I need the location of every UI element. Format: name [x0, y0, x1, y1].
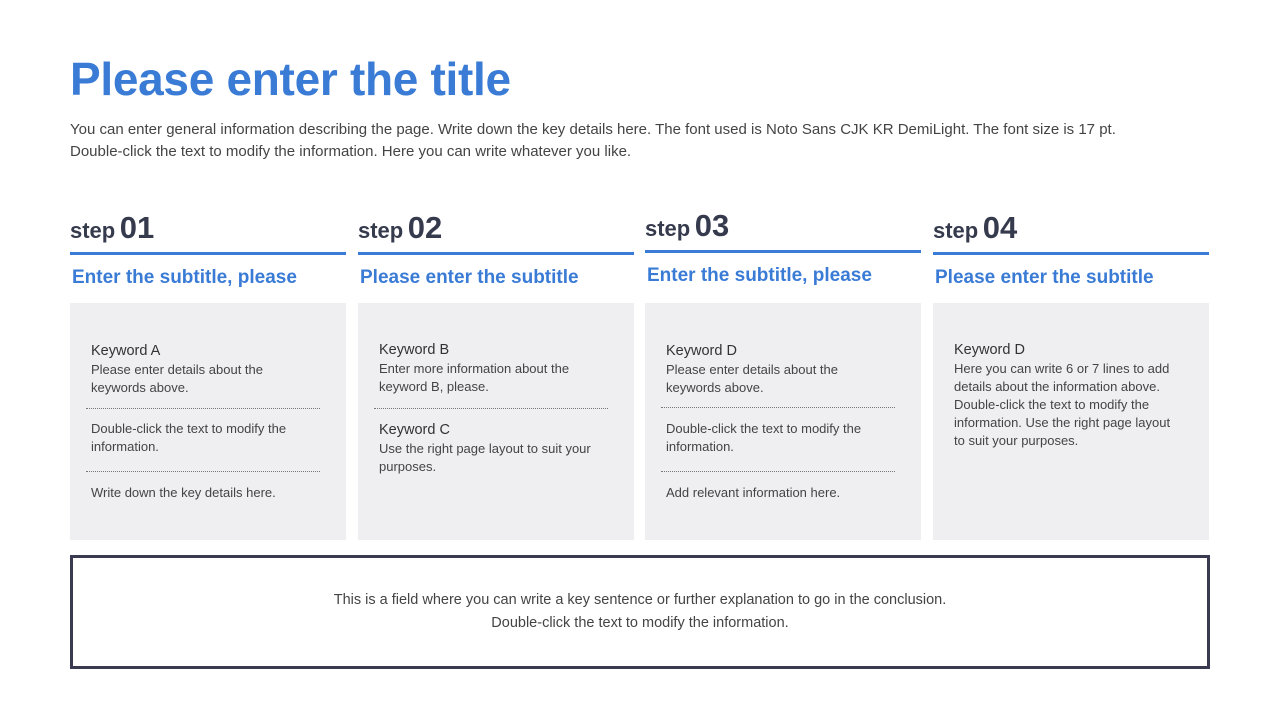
step-word: step	[70, 218, 116, 243]
card-text: Double-click the text to modify the information.	[666, 421, 862, 454]
card-item	[954, 340, 1174, 450]
card-keyword: Keyword D	[954, 342, 1025, 358]
card-item	[91, 341, 311, 397]
step-number: 03	[694, 208, 730, 243]
card-item	[91, 420, 311, 456]
card-item	[666, 484, 886, 502]
step-card	[70, 303, 346, 540]
card-item	[91, 484, 311, 502]
step-heading	[933, 210, 1209, 248]
step-column	[645, 208, 921, 500]
step-number: 04	[982, 210, 1018, 245]
card-text: Here you can write 6 or 7 lines to add details about the information above. Double-click the text to modify the information. Use the right page layout to suit your purposes.	[954, 361, 1171, 448]
card-keyword: Keyword D	[666, 343, 737, 359]
step-heading	[70, 210, 346, 248]
step-number: 01	[119, 210, 155, 245]
description-line: Double-click the text to modify the information. Here you can write whatever you like.	[70, 143, 632, 160]
card-keyword: Keyword A	[91, 343, 161, 359]
dotted-divider	[86, 471, 320, 472]
step-divider	[933, 252, 1209, 255]
step-column	[933, 210, 1209, 448]
card-text: Double-click the text to modify the information.	[91, 421, 287, 454]
step-subtitle: Please enter the subtitle	[360, 267, 579, 288]
card-item	[666, 420, 886, 456]
card-text: Add relevant information here.	[666, 485, 841, 500]
step-card	[933, 303, 1209, 540]
step-card	[645, 303, 921, 540]
step-heading	[645, 208, 921, 246]
card-text: Please enter details about the keywords above.	[91, 362, 264, 395]
step-word: step	[933, 218, 979, 243]
step-subtitle: Please enter the subtitle	[935, 267, 1154, 288]
card-text: Use the right page layout to suit your purposes.	[379, 441, 591, 474]
card-item	[379, 340, 599, 396]
dotted-divider	[374, 408, 608, 409]
card-item	[379, 420, 599, 476]
step-heading	[358, 210, 634, 248]
dotted-divider	[86, 408, 320, 409]
dotted-divider	[661, 407, 895, 408]
step-divider	[645, 250, 921, 253]
card-keyword: Keyword C	[379, 422, 450, 438]
conclusion-line: Double-click the text to modify the information.	[491, 615, 789, 631]
step-divider	[358, 252, 634, 255]
dotted-divider	[661, 471, 895, 472]
step-subtitle: Enter the subtitle, please	[72, 267, 297, 288]
step-number: 02	[407, 210, 443, 245]
step-word: step	[358, 218, 404, 243]
step-column	[358, 210, 634, 474]
description-line: You can enter general information describing the page. Write down the key details here. The font used is Noto Sans CJK KR DemiLight. The font size is 17 pt.	[70, 121, 1116, 138]
card-text: Please enter details about the keywords above.	[666, 362, 839, 395]
step-divider	[70, 252, 346, 255]
card-text: Write down the key details here.	[91, 485, 276, 500]
card-text: Enter more information about the keyword B, please.	[379, 361, 570, 394]
step-subtitle: Enter the subtitle, please	[647, 265, 872, 286]
step-column	[70, 210, 346, 500]
card-item	[666, 341, 886, 397]
step-card	[358, 303, 634, 540]
conclusion-line: This is a field where you can write a key sentence or further explanation to go in the conclusion.	[333, 592, 947, 608]
page-description	[70, 119, 1220, 163]
page-title: Please enter the title	[70, 53, 511, 105]
conclusion-box	[70, 555, 1210, 669]
step-word: step	[645, 216, 691, 241]
card-keyword: Keyword B	[379, 342, 450, 358]
